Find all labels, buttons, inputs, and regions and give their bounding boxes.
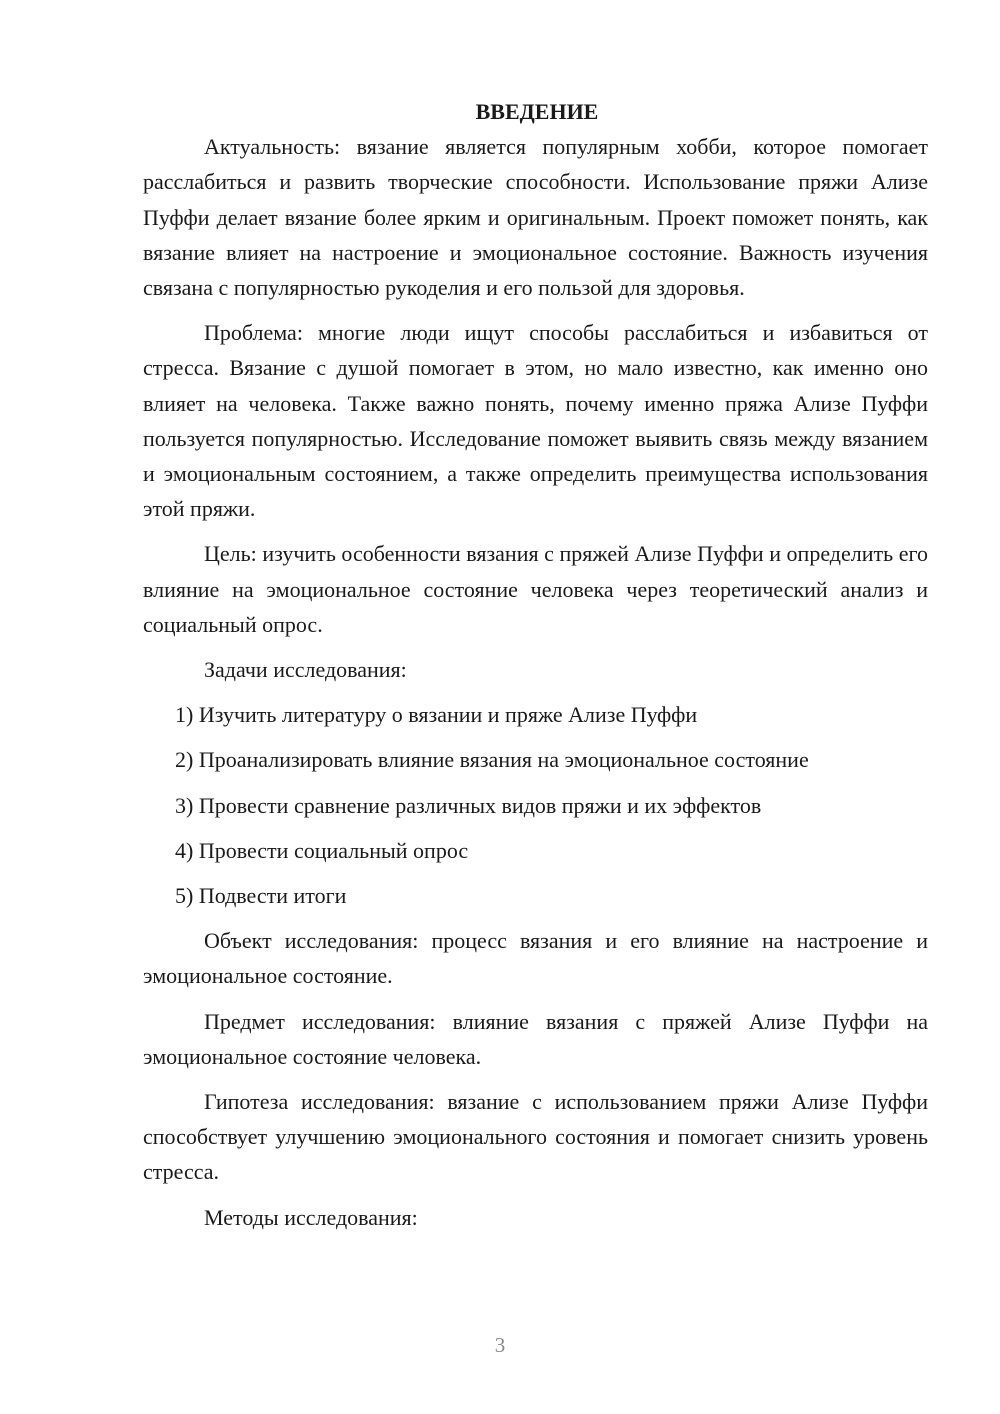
list-item: 3) Провести сравнение различных видов пряжи и их эффектов bbox=[175, 792, 762, 818]
paragraph-goal: Цель: изучить особенности вязания с пряжей Ализе Пуффи и определить его влияние на эмоциональное состояние человека через теоретический анализ и социальный опрос. bbox=[143, 541, 928, 637]
section-title: ВВЕДЕНИЕ bbox=[475, 99, 599, 124]
paragraph-problem: Проблема: многие люди ищут способы расслабиться и избавиться от стресса. Вязание с душой помогает в этом, но мало известно, как именно оно влияет на человека. Также важно понять, почему именно пряжа Ализе Пуффи пользуется популярностью. Исследование поможет выявить связь между вязанием и эмоциональным состоянием, а также определить преимущества использования этой пряжи. bbox=[143, 320, 928, 522]
paragraph-subject: Предмет исследования: влияние вязания с пряжей Ализе Пуффи на эмоциональное состояние человека. bbox=[143, 1008, 928, 1069]
document-page bbox=[143, 94, 928, 1235]
list-item: 2) Проанализировать влияние вязания на эмоциональное состояние bbox=[175, 747, 809, 773]
list-item: 5) Подвести итоги bbox=[175, 883, 347, 909]
tasks-list bbox=[143, 697, 928, 913]
tasks-heading: Задачи исследования: bbox=[204, 657, 407, 683]
paragraph-object: Объект исследования: процесс вязания и его влияние на настроение и эмоциональное состояние. bbox=[143, 928, 928, 989]
page-number: 3 bbox=[494, 1333, 506, 1357]
paragraph-relevance: Актуальность: вязание является популярным хобби, которое помогает расслабиться и развить творческие способности. Использование пряжи Ализе Пуффи делает вязание более ярким и оригинальным. Проект поможет понять, как вязание влияет на настроение и эмоциональное состояние. Важность изучения связана с популярностью рукоделия и его пользой для здоровья. bbox=[143, 134, 928, 301]
list-item: 4) Провести социальный опрос bbox=[175, 837, 469, 863]
paragraph-hypothesis: Гипотеза исследования: вязание с использованием пряжи Ализе Пуффи способствует улучшению эмоционального состояния и помогает снизить уровень стресса. bbox=[143, 1089, 928, 1185]
methods-heading: Методы исследования: bbox=[204, 1204, 418, 1230]
list-item: 1) Изучить литературу о вязании и пряже Ализе Пуффи bbox=[175, 702, 698, 728]
